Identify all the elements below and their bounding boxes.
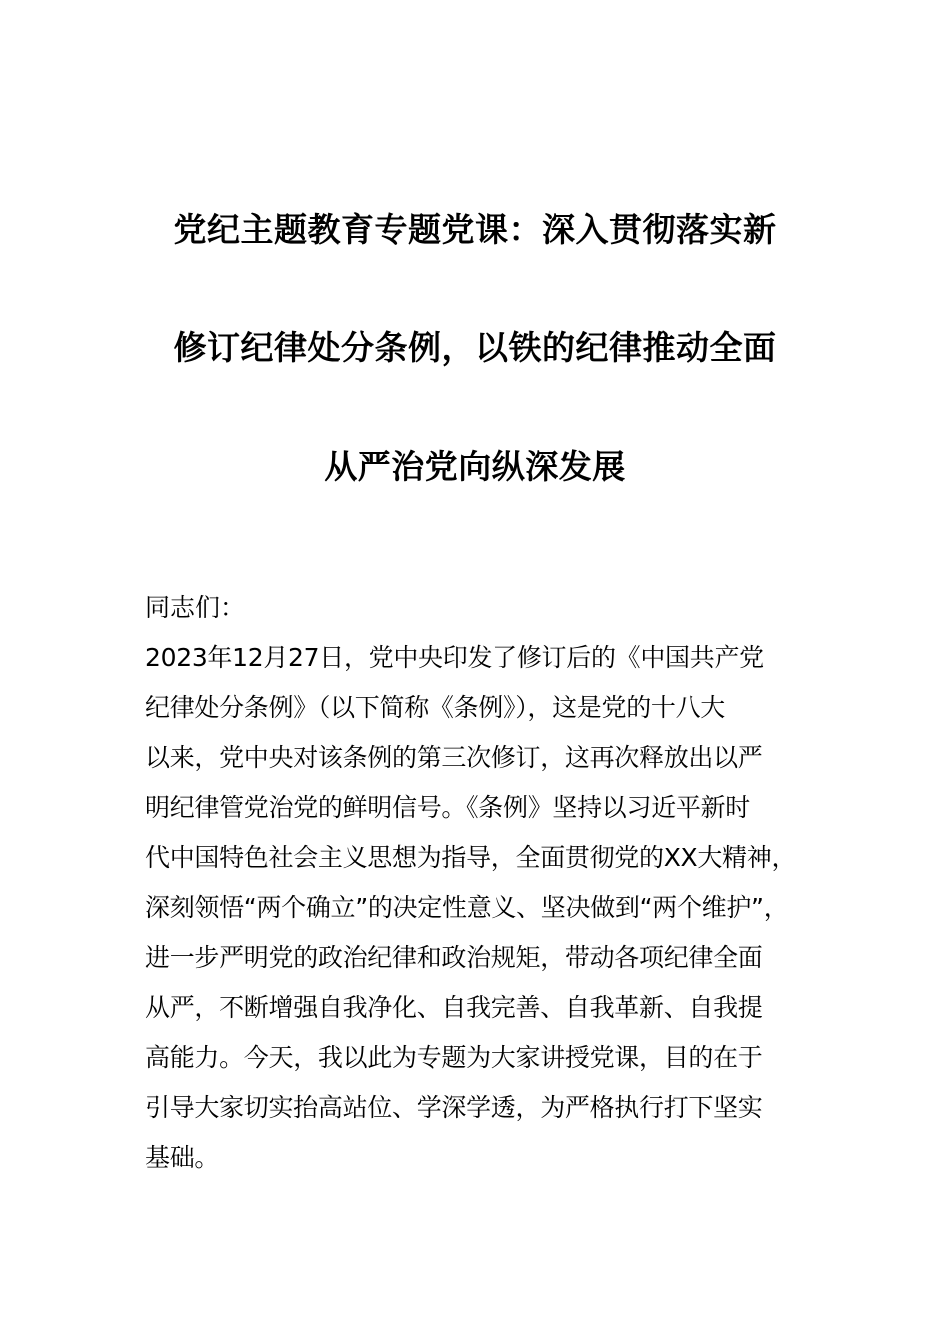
paragraph-line: 深刻领悟“两个确立”的决定性意义、坚决做到“两个维护”， — [145, 893, 789, 922]
paragraph-line: 代中国特色社会主义思想为指导，全面贯彻党的XX大精神， — [145, 843, 797, 872]
paragraph-line: 引导大家切实抬高站位、学深学透，为严格执行打下坚实 — [145, 1093, 763, 1122]
document-title-line-2: 修订纪律处分条例，以铁的纪律推动全面 — [173, 328, 777, 367]
paragraph-line: 2023年12月27日，党中央印发了修订后的《中国共产党 — [145, 643, 764, 672]
greeting: 同志们： — [145, 593, 246, 622]
document-title-line-3: 从严治党向纵深发展 — [324, 447, 626, 486]
paragraph-line: 明纪律管党治党的鲜明信号。《条例》坚持以习近平新时 — [145, 793, 751, 822]
paragraph-line: 以来，党中央对该条例的第三次修订，这再次释放出以严 — [145, 743, 763, 772]
document-title-line-1: 党纪主题教育专题党课：深入贯彻落实新 — [173, 210, 777, 249]
paragraph-line: 高能力。今天，我以此为专题为大家讲授党课，目的在于 — [145, 1043, 763, 1072]
paragraph-line: 纪律处分条例》（以下简称《条例》），这是党的十八大 — [145, 693, 726, 722]
paragraph-line: 从严，不断增强自我净化、自我完善、自我革新、自我提 — [145, 993, 763, 1022]
paragraph-line: 基础。 — [145, 1143, 220, 1172]
paragraph-line: 进一步严明党的政治纪律和政治规矩，带动各项纪律全面 — [145, 943, 763, 972]
